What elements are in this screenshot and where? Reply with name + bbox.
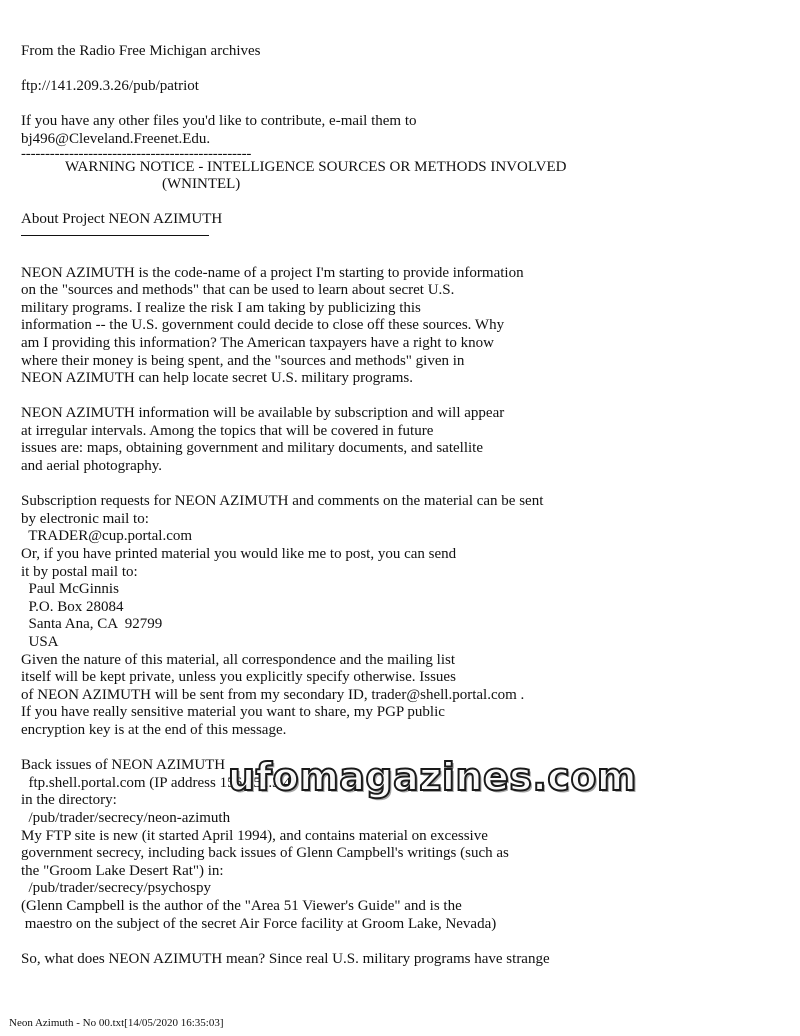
text-line: (Glenn Campbell is the author of the "Area 51 Viewer's Guide" and is the [21, 897, 462, 914]
paragraph-contact [21, 493, 781, 739]
warning-notice: WARNING NOTICE - INTELLIGENCE SOURCES OR METHODS INVOLVED [65, 158, 567, 175]
text-line: NEON AZIMUTH information will be available by subscription and will appear [21, 405, 505, 422]
warning-code: (WNINTEL) [162, 176, 241, 193]
separator: ------------------------------------------------ [21, 145, 252, 162]
address-country: USA [21, 634, 59, 650]
text-line: If you have really sensitive material you want to share, my PGP public [21, 704, 445, 721]
text-line: itself will be kept private, unless you explicitly specify otherwise. Issues [21, 669, 456, 686]
spacer [21, 61, 781, 79]
ftp-path: /pub/trader/secrecy/psychospy [21, 880, 211, 897]
about-heading: About Project NEON AZIMUTH [21, 211, 223, 228]
heading-underline [21, 229, 209, 236]
ftp-path: /pub/trader/secrecy/neon-azimuth [21, 809, 231, 826]
address-city: Santa Ana, CA 92799 [21, 616, 163, 633]
text-line: Subscription requests for NEON AZIMUTH and comments on the material can be sent [21, 493, 544, 510]
text-line: maestro on the subject of the secret Air Force facility at Groom Lake, Nevada) [21, 915, 497, 932]
text-line: Or, if you have printed material you would like me to post, you can send [21, 546, 457, 563]
spacer [21, 933, 781, 951]
text-line: and aerial photography. [21, 458, 163, 475]
ftp-link[interactable]: ftp://141.209.3.26/pub/patriot [21, 78, 199, 95]
spacer [21, 194, 781, 212]
address-name: Paul McGinnis [21, 581, 119, 598]
spacer [21, 740, 781, 758]
text-line: government secrecy, including back issues of Glenn Campbell's writings (such as [21, 845, 509, 862]
paragraph-intro [21, 265, 781, 388]
text-line: at irregular intervals. Among the topics that will be covered in future [21, 422, 434, 439]
contribute-line: If you have any other files you'd like to contribute, e-mail them to [21, 113, 417, 130]
text-line: Given the nature of this material, all correspondence and the mailing list [21, 651, 456, 668]
spacer [21, 476, 781, 494]
ftp-host[interactable]: ftp.shell.portal.com (IP address 156.151.3.4) [21, 774, 296, 791]
document-body [21, 43, 781, 968]
text-line: where their money is being spent, and the "sources and methods" given in [21, 352, 465, 369]
source-line: From the Radio Free Michigan archives [21, 43, 261, 59]
text-line: it by postal mail to: [21, 563, 138, 580]
paragraph-meaning [21, 951, 781, 969]
page-footer: Neon Azimuth - No 00.txt[14/05/2020 16:35:03] [9, 1017, 224, 1029]
text-line: information -- the U.S. government could decide to close off these sources. Why [21, 317, 505, 334]
text-line: the "Groom Lake Desert Rat") in: [21, 862, 224, 879]
text-line: by electronic mail to: [21, 510, 149, 527]
text-line: am I providing this information? The American taxpayers have a right to know [21, 334, 494, 351]
text-line: encryption key is at the end of this message. [21, 721, 287, 738]
spacer [21, 96, 781, 114]
text-line: So, what does NEON AZIMUTH mean? Since real U.S. military programs have strange [21, 950, 550, 967]
paragraph-subscription-info [21, 405, 781, 475]
watermark-logo: ufomagazines.com [228, 755, 638, 799]
spacer [21, 247, 781, 265]
text-line: on the "sources and methods" that can be used to learn about secret U.S. [21, 282, 455, 299]
text-line: in the directory: [21, 792, 117, 809]
text-line: My FTP site is new (it started April 1994), and contains material on excessive [21, 827, 488, 844]
spacer [21, 388, 781, 406]
text-line: Back issues of NEON AZIMUTH [21, 757, 226, 774]
address-box: P.O. Box 28084 [21, 598, 124, 615]
text-line: of NEON AZIMUTH will be sent from my secondary ID, trader@shell.portal.com . [21, 686, 525, 703]
paragraph-back-issues [21, 757, 781, 933]
contact-email[interactable]: TRADER@cup.portal.com [21, 528, 193, 545]
text-line: issues are: maps, obtaining government and military documents, and satellite [21, 440, 483, 457]
text-line: NEON AZIMUTH can help locate secret U.S. military programs. [21, 370, 413, 387]
text-line: NEON AZIMUTH is the code-name of a project I'm starting to provide information [21, 264, 524, 281]
contribute-email[interactable]: bj496@Cleveland.Freenet.Edu. [21, 130, 211, 147]
text-line: military programs. I realize the risk I am taking by publicizing this [21, 299, 421, 316]
